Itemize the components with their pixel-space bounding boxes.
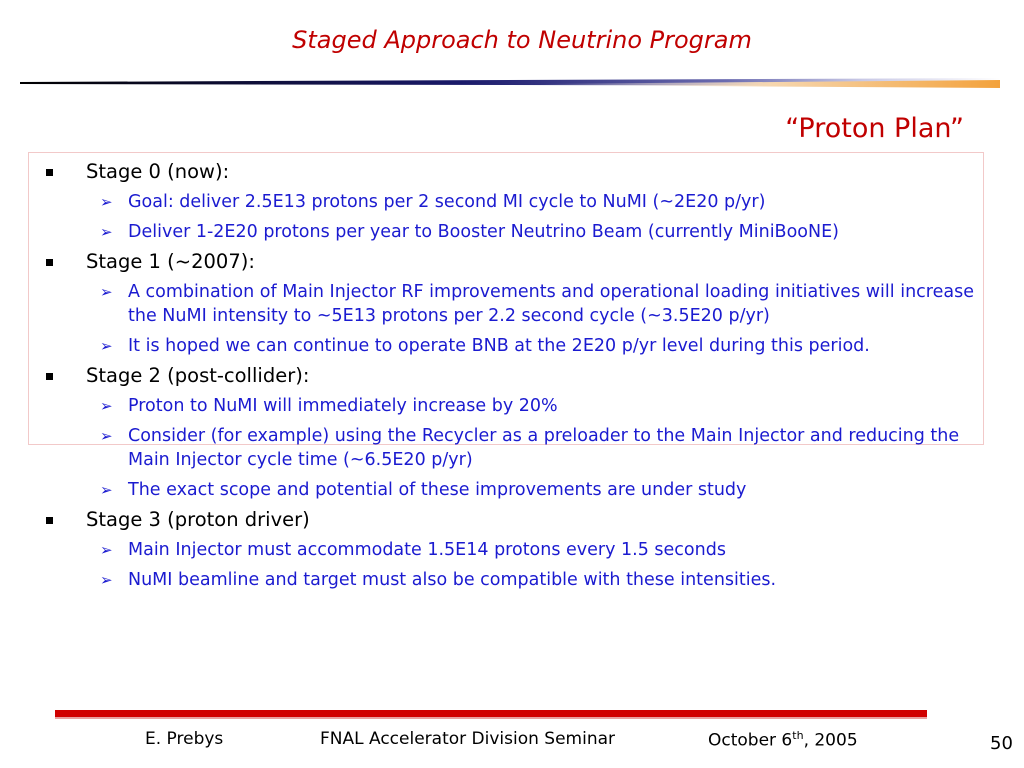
stage-3-item: ➢ Main Injector must accommodate 1.5E14 protons every 1.5 seconds <box>100 540 726 560</box>
square-bullet-icon <box>46 259 53 266</box>
footer-divider-shadow <box>55 717 927 719</box>
stage-2-item: ➢ Proton to NuMI will immediately increase by 20% <box>100 396 558 416</box>
footer-divider <box>55 710 927 717</box>
slide-title: Staged Approach to Neutrino Program <box>292 26 752 54</box>
slide-subtitle: “Proton Plan” <box>785 113 964 144</box>
square-bullet-icon <box>46 373 53 380</box>
arrow-bullet-icon: ➢ <box>100 481 113 499</box>
stage-0-item: ➢ Goal: deliver 2.5E13 protons per 2 second MI cycle to NuMI (~2E20 p/yr) <box>100 192 766 212</box>
arrow-bullet-icon: ➢ <box>100 223 113 241</box>
footer-author: E. Prebys <box>145 729 224 749</box>
stage-3-heading: Stage 3 (proton driver) <box>44 508 974 532</box>
stage-1-item: ➢ It is hoped we can continue to operate BNB at the 2E20 p/yr level during this period. <box>100 336 870 356</box>
square-bullet-icon <box>46 169 53 176</box>
stage-3-item: ➢ NuMI beamline and target must also be compatible with these intensities. <box>100 570 777 590</box>
title-divider <box>20 76 1000 90</box>
arrow-bullet-icon: ➢ <box>100 283 113 301</box>
footer-event: FNAL Accelerator Division Seminar <box>320 729 616 749</box>
arrow-bullet-icon: ➢ <box>100 427 113 445</box>
arrow-bullet-icon: ➢ <box>100 337 113 355</box>
arrow-bullet-icon: ➢ <box>100 541 113 559</box>
arrow-bullet-icon: ➢ <box>100 193 113 211</box>
stage-2-heading: Stage 2 (post-collider): <box>44 364 974 388</box>
square-bullet-icon <box>46 517 53 524</box>
stage-0-item: ➢ Deliver 1-2E20 protons per year to Booster Neutrino Beam (currently MiniBooNE) <box>100 222 839 242</box>
slide-content <box>44 160 974 598</box>
stage-1-item: ➢ A combination of Main Injector RF improvements and operational loading initiatives will increase the NuMI intensity to ~5E13 protons per 2.2 second cycle (~3.5E20 p/yr) <box>100 282 974 326</box>
stage-0-heading: Stage 0 (now): <box>44 160 974 184</box>
stage-1-heading: Stage 1 (~2007): <box>44 250 974 274</box>
stage-2-item: ➢ The exact scope and potential of these improvements are under study <box>100 480 747 500</box>
page-number: 50 <box>990 733 1013 754</box>
arrow-bullet-icon: ➢ <box>100 397 113 415</box>
arrow-bullet-icon: ➢ <box>100 571 113 589</box>
stage-2-item: ➢ Consider (for example) using the Recycler as a preloader to the Main Injector and reducing the Main Injector cycle time (~6.5E20 p/yr) <box>100 426 960 470</box>
footer-date: October 6th, 2005 <box>708 729 858 751</box>
